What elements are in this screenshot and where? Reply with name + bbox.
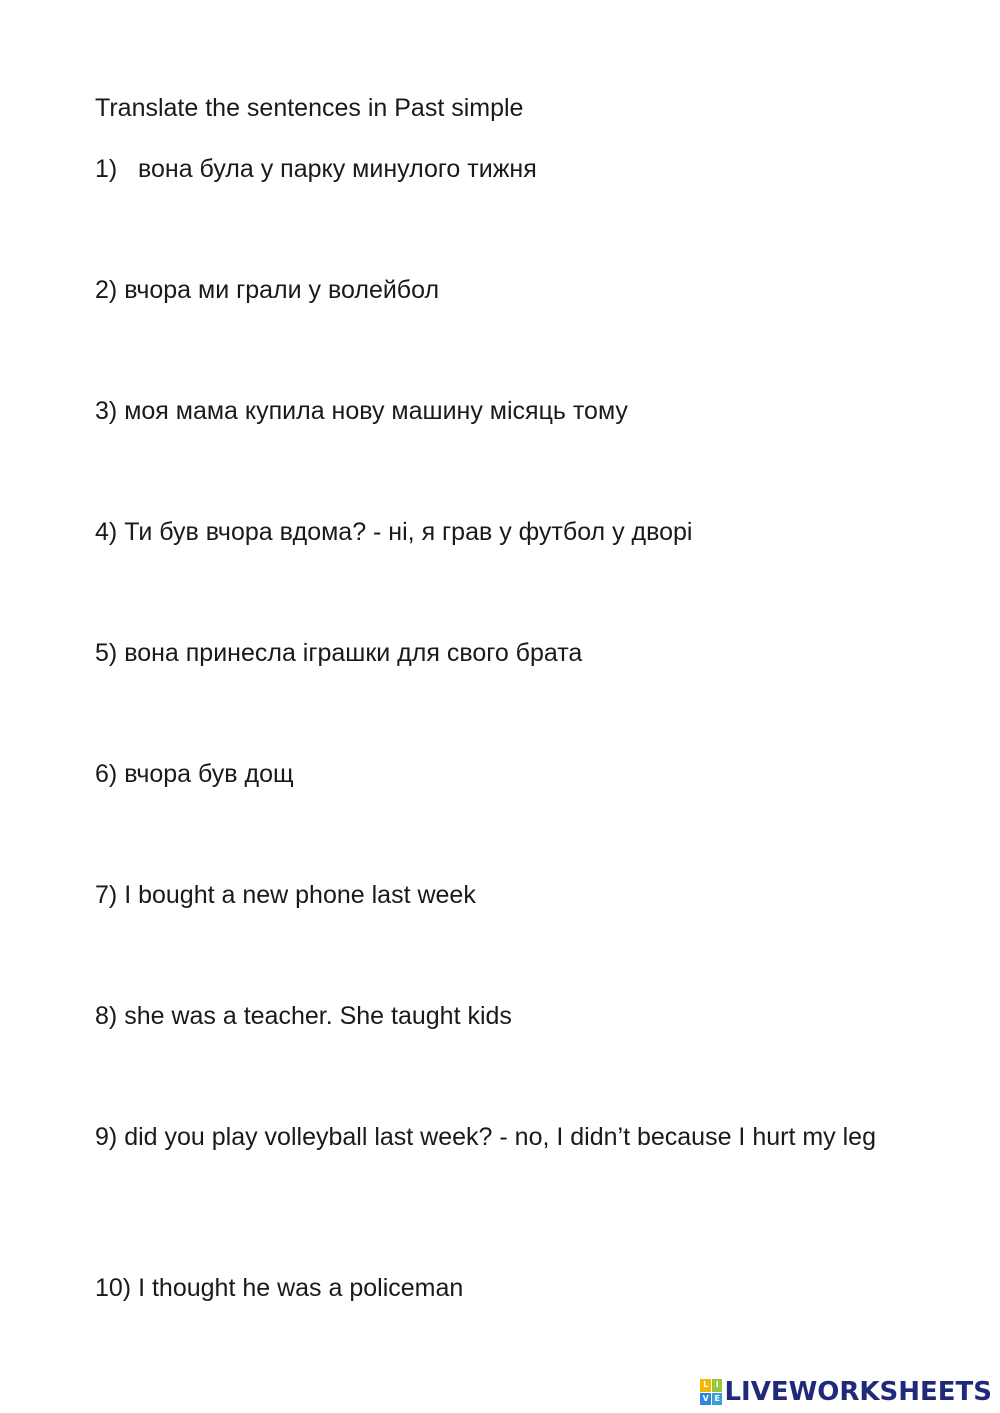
item-number: 6) [95, 760, 118, 788]
badge-letter: E [712, 1393, 723, 1406]
list-item [95, 1001, 512, 1032]
item-text: моя мама купила нову машину місяць тому [124, 397, 628, 425]
item-text: Ти був вчора вдома? - ні, я грав у футбол у дворі [124, 518, 693, 546]
liveworksheets-logo [700, 1377, 992, 1407]
list-item [95, 275, 439, 306]
badge-letter: L [700, 1379, 711, 1392]
item-text: she was a teacher. She taught kids [124, 1002, 512, 1030]
item-text: I bought a new phone last week [124, 881, 476, 909]
logo-text: LIVEWORKSHEETS [724, 1377, 992, 1407]
badge-letter: V [700, 1393, 711, 1406]
item-text: вона принесла іграшки для свого брата [124, 639, 583, 667]
list-item [95, 880, 476, 911]
item-number: 8) [95, 1002, 118, 1030]
list-item [95, 638, 582, 669]
item-number: 4) [95, 518, 118, 546]
item-text: did you play volleyball last week? - no, I didn’t because I hurt my leg [124, 1123, 876, 1151]
worksheet-title: Translate the sentences in Past simple [95, 94, 524, 122]
item-number: 2) [95, 276, 118, 304]
list-item [95, 396, 628, 427]
item-text: I thought he was a policeman [138, 1274, 464, 1302]
list-item [95, 1273, 463, 1304]
item-number: 9) [95, 1123, 118, 1151]
list-item [95, 517, 693, 548]
list-item [95, 759, 294, 790]
item-text: вчора був дощ [124, 760, 294, 788]
item-number: 1) [95, 155, 118, 183]
badge-letter: I [712, 1379, 723, 1392]
logo-badge-icon [700, 1379, 722, 1405]
item-text: вона була у парку минулого тижня [138, 155, 537, 183]
item-text: вчора ми грали у волейбол [124, 276, 440, 304]
list-item [95, 154, 537, 185]
item-number: 7) [95, 881, 118, 909]
item-number: 10) [95, 1274, 132, 1302]
list-item [95, 1122, 915, 1153]
item-number: 3) [95, 397, 118, 425]
item-number: 5) [95, 639, 118, 667]
